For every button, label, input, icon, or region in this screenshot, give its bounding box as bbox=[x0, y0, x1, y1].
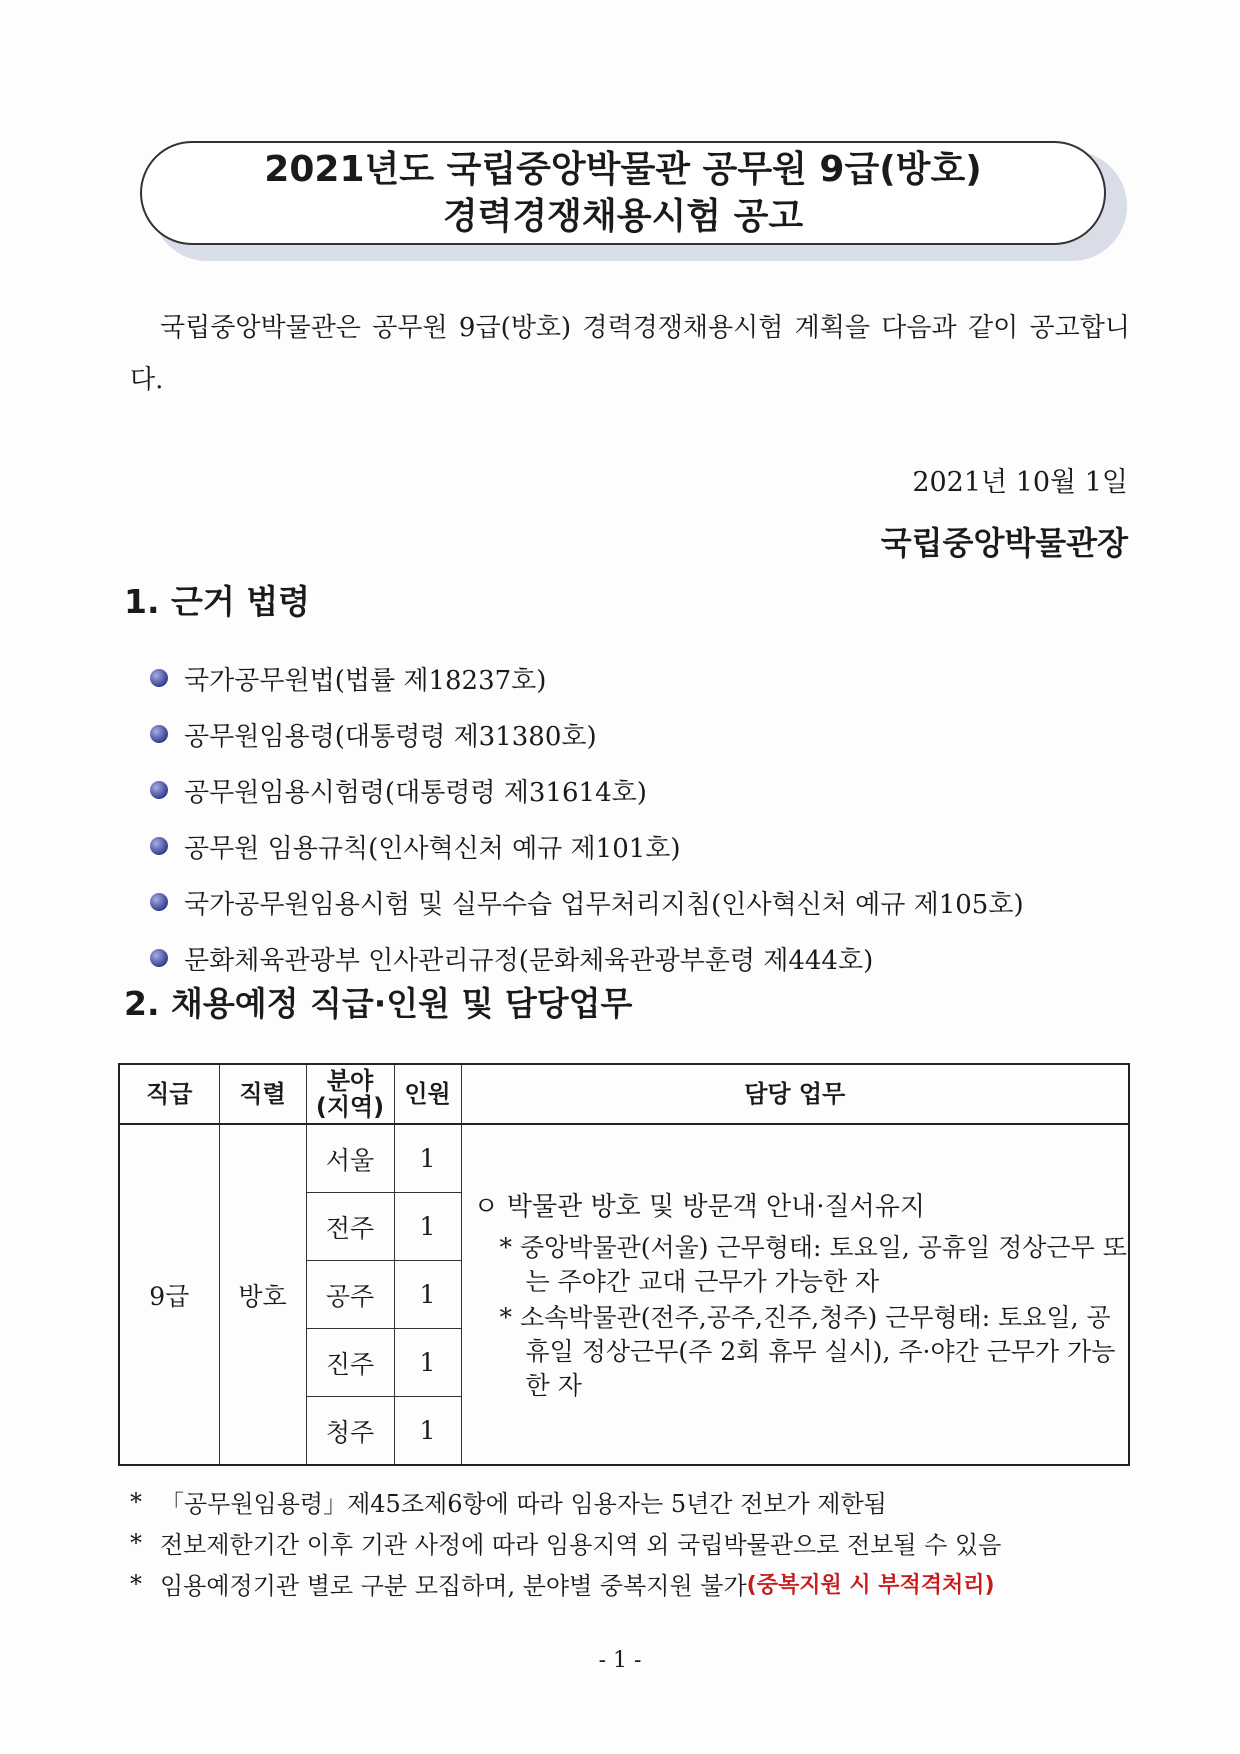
positions-table bbox=[118, 1063, 1130, 1466]
law-item-text: 국가공무원법(법률 제18237호) bbox=[184, 665, 547, 696]
header-duties: 담당 업무 bbox=[461, 1064, 1129, 1124]
table-row bbox=[119, 1124, 1129, 1193]
law-item-text: 공무원 임용규칙(인사혁신처 예규 제101호) bbox=[184, 833, 681, 864]
cell-count: 1 bbox=[394, 1193, 461, 1261]
section-2-heading: 2. 채용예정 직급·인원 및 담당업무 bbox=[124, 984, 633, 1023]
bullet-icon bbox=[150, 725, 168, 743]
cell-field: 청주 bbox=[306, 1397, 394, 1466]
law-list bbox=[150, 650, 1024, 986]
duty-note-1: * 중앙박물관(서울) 근무형태: 토요일, 공휴일 정상근무 또는 주야간 교대 근무가 가능한 자 bbox=[499, 1233, 1127, 1296]
note-item bbox=[130, 1522, 1001, 1563]
asterisk-icon: * bbox=[130, 1487, 142, 1516]
section-1-heading: 1. 근거 법령 bbox=[124, 582, 310, 621]
duplicate-warning: (중복지원 시 부적격처리) bbox=[746, 1573, 995, 1598]
header-field-line2: (지역) bbox=[315, 1093, 385, 1121]
cell-grade: 9급 bbox=[119, 1124, 219, 1465]
law-item bbox=[150, 874, 1024, 930]
title-box bbox=[140, 141, 1106, 245]
law-item bbox=[150, 818, 1024, 874]
cell-duties bbox=[461, 1124, 1129, 1465]
cell-count: 1 bbox=[394, 1329, 461, 1397]
law-item bbox=[150, 650, 1024, 706]
cell-field: 진주 bbox=[306, 1329, 394, 1397]
header-count: 인원 bbox=[394, 1064, 461, 1124]
cell-field: 공주 bbox=[306, 1261, 394, 1329]
duty-main: ㅇ 박물관 방호 및 방문객 안내·질서유지 bbox=[473, 1192, 925, 1222]
law-item bbox=[150, 706, 1024, 762]
cell-count: 1 bbox=[394, 1261, 461, 1329]
cell-series: 방호 bbox=[219, 1124, 306, 1465]
law-item-text: 국가공무원임용시험 및 실무수습 업무처리지침(인사혁신처 예규 제105호) bbox=[184, 889, 1024, 920]
announcement-date: 2021년 10월 1일 bbox=[912, 467, 1128, 498]
header-grade: 직급 bbox=[119, 1064, 219, 1124]
title-line-2: 경력경쟁채용시험 공고 bbox=[442, 196, 804, 237]
cell-field: 전주 bbox=[306, 1193, 394, 1261]
note-item bbox=[130, 1563, 1001, 1604]
note-text: 전보제한기간 이후 기관 사정에 따라 임용지역 외 국립박물관으로 전보될 수 있음 bbox=[160, 1531, 1002, 1559]
intro-paragraph: 국립중앙박물관은 공무원 9급(방호) 경력경쟁채용시험 계획을 다음과 같이 공고합니다. bbox=[130, 313, 1130, 395]
asterisk-icon: * bbox=[130, 1528, 142, 1557]
cell-field: 서울 bbox=[306, 1124, 394, 1193]
bullet-icon bbox=[150, 669, 168, 687]
bullet-icon bbox=[150, 837, 168, 855]
bullet-icon bbox=[150, 893, 168, 911]
bullet-icon bbox=[150, 949, 168, 967]
law-item bbox=[150, 762, 1024, 818]
note-text: 임용예정기관 별로 구분 모집하며, 분야별 중복지원 불가 bbox=[160, 1572, 747, 1600]
note-text: 「공무원임용령」제45조제6항에 따라 임용자는 5년간 전보가 제한됨 bbox=[160, 1490, 887, 1518]
law-item-text: 공무원임용시험령(대통령령 제31614호) bbox=[184, 777, 647, 808]
asterisk-icon: * bbox=[130, 1569, 142, 1598]
law-item-text: 공무원임용령(대통령령 제31380호) bbox=[184, 721, 597, 752]
law-item-text: 문화체육관광부 인사관리규정(문화체육관광부훈령 제444호) bbox=[184, 945, 874, 976]
notes-list bbox=[130, 1481, 1001, 1604]
duty-note-2: * 소속박물관(전주,공주,진주,청주) 근무형태: 토요일, 공휴일 정상근무(주 2회 휴무 실시), 주·야간 근무가 가능한 자 bbox=[499, 1303, 1116, 1400]
cell-count: 1 bbox=[394, 1124, 461, 1193]
issuer: 국립중앙박물관장 bbox=[880, 524, 1128, 562]
cell-count: 1 bbox=[394, 1397, 461, 1466]
title-line-1: 2021년도 국립중앙박물관 공무원 9급(방호) bbox=[264, 149, 982, 190]
bullet-icon bbox=[150, 781, 168, 799]
header-field-line1: 분야 bbox=[326, 1067, 374, 1095]
header-field bbox=[306, 1064, 394, 1124]
note-item bbox=[130, 1481, 1001, 1522]
header-series: 직렬 bbox=[219, 1064, 306, 1124]
page-number: - 1 - bbox=[598, 1648, 642, 1673]
table-header-row bbox=[119, 1064, 1129, 1124]
